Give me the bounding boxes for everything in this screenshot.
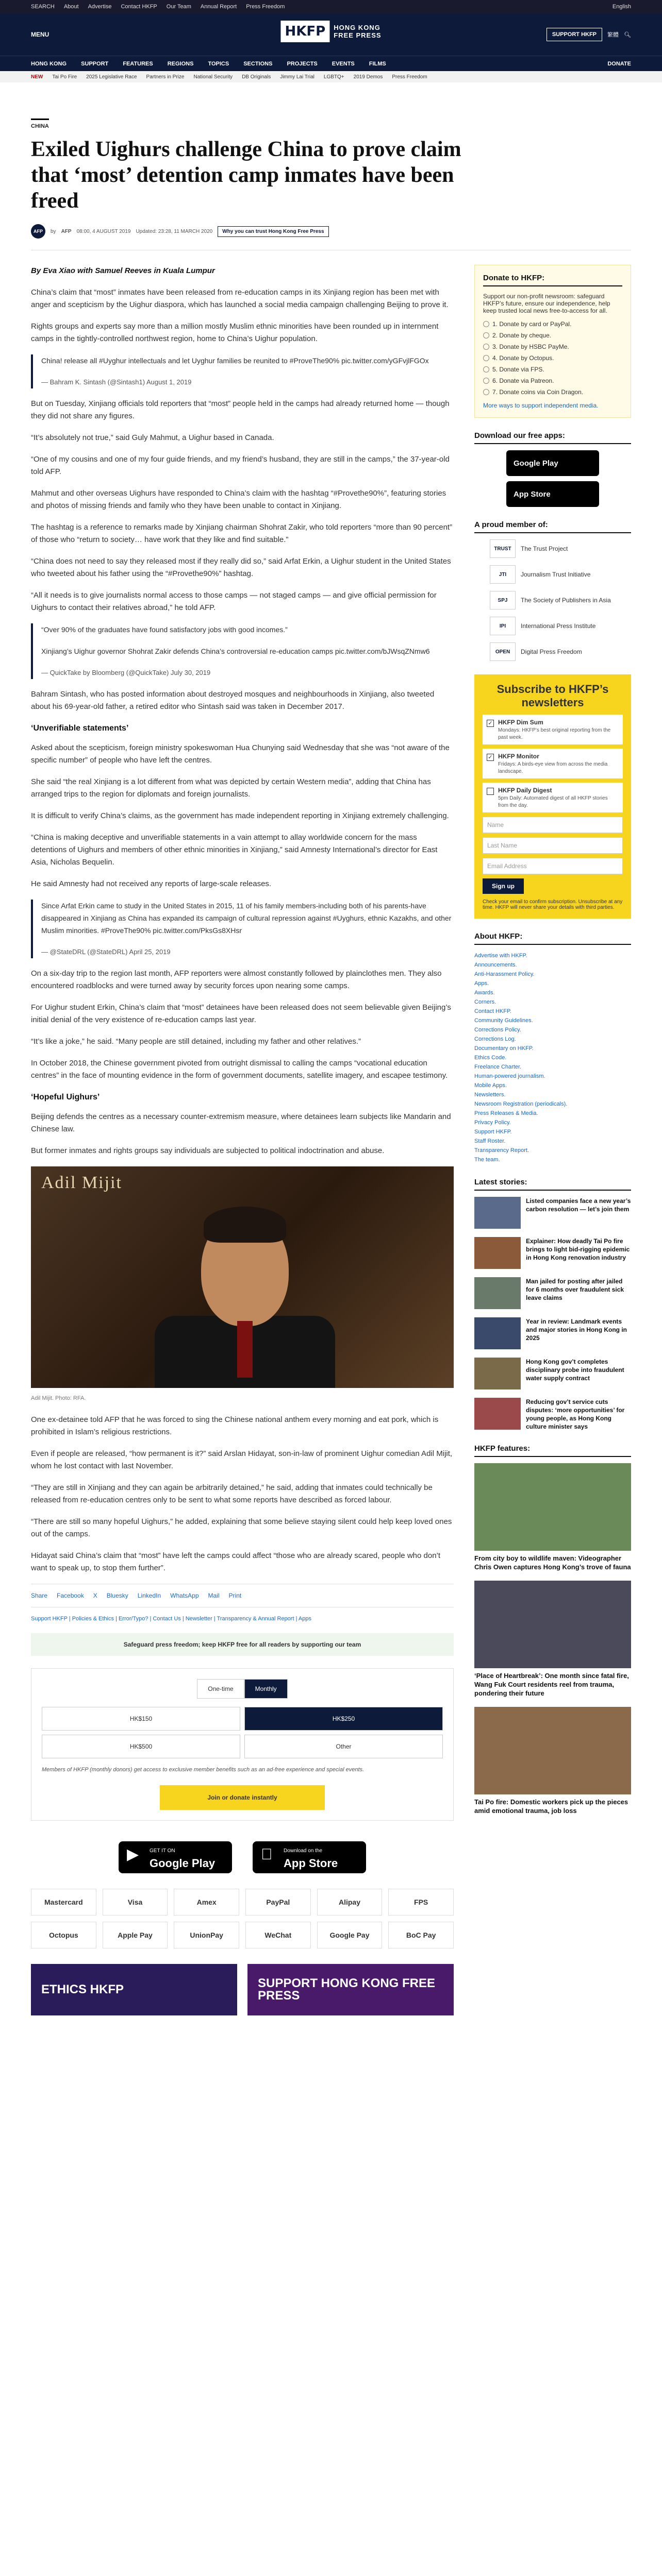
sidebar-apps: [474, 450, 631, 507]
apple-icon: [261, 1849, 273, 1861]
photo-overlay-text: Adil Mijit: [41, 1173, 122, 1192]
subheading: ‘Unverifiable statements’: [31, 724, 129, 733]
tweet-source[interactable]: — Bahram K. Sintash (@Sintash1) August 1, 2019: [41, 378, 192, 386]
paragraph: Beijing defends the centres as a necessary counter-extremism measure, where detainees learn subjects like Mandarin and Chinese law.: [31, 1112, 451, 1133]
tweet-source[interactable]: — QuickTake by Bloomberg (@QuickTake) July 30, 2019: [41, 669, 211, 676]
feature-item[interactable]: Tai Po fire: Domestic workers pick up the pieces amid emotional trauma, job loss: [474, 1707, 631, 1815]
tweet-text: Xinjiang’s Uighur governor Shohrat Zakir defends China’s controversial re-education camps pic.twitter.com/bJWsqZNmw6: [41, 647, 430, 655]
more-ways-link[interactable]: More ways to support independent media.: [483, 402, 599, 409]
tweet-text: “Over 90% of the graduates have found satisfactory jobs with good incomes.”: [41, 625, 288, 634]
nav-item[interactable]: EVENTS: [332, 60, 355, 67]
latest-list: [474, 1197, 631, 1431]
payment-logo: UnionPay: [174, 1922, 239, 1948]
about-link[interactable]: Corrections Policy.: [474, 1027, 521, 1033]
donate-option[interactable]: 4. Donate by Octopus.: [483, 354, 622, 362]
tab-monthly[interactable]: Monthly: [244, 1679, 288, 1699]
paragraph: It is difficult to verify China’s claims, as the government has made independent reporting in Xinjiang extremely challenging.: [31, 811, 449, 820]
language-link[interactable]: English: [612, 4, 631, 10]
embedded-tweet: [31, 354, 454, 388]
logo-mark: HKFP: [280, 21, 329, 42]
about-link[interactable]: Newsroom Registration (periodicals).: [474, 1101, 568, 1107]
payment-logo: WeChat: [245, 1922, 311, 1948]
about-link[interactable]: Transparency Report.: [474, 1147, 529, 1154]
donate-option[interactable]: 7. Donate coins via Coin Dragon.: [483, 388, 622, 396]
app-store-button[interactable]: Download on the App Store: [253, 1841, 366, 1873]
advertise-link[interactable]: Advertise: [88, 4, 112, 10]
article-meta: [31, 224, 631, 239]
about-link[interactable]: About: [63, 4, 79, 10]
paragraph: Mahmut and other overseas Uighurs have responded to China’s claim with the hashtag “#Provethe90%”, featuring stories and photos of missing friends and family who they have been unable to contact in Xinjiang.: [31, 489, 446, 510]
about-link[interactable]: Human-powered journalism.: [474, 1073, 545, 1079]
paragraph: One ex-detainee told AFP that he was forced to sing the Chinese national anthem every morning and eat pork, which is prohibited in Islam’s religious restrictions.: [31, 1415, 439, 1436]
member-item[interactable]: IPI International Press Institute: [490, 617, 631, 635]
donate-option[interactable]: 2. Donate by cheque.: [483, 332, 622, 339]
nav-item[interactable]: SUPPORT: [81, 60, 109, 67]
payment-logo: Visa: [103, 1889, 168, 1916]
newsletter-title: Subscribe to HKFP’s newsletters: [496, 683, 609, 709]
amount-option[interactable]: HK$500: [42, 1735, 240, 1758]
ticker-item[interactable]: Jimmy Lai Trial: [280, 74, 315, 80]
latest-title: Latest stories:: [474, 1178, 631, 1191]
payment-logo: Mastercard: [31, 1889, 96, 1916]
about-link[interactable]: Press Releases & Media.: [474, 1110, 538, 1116]
about-link[interactable]: Anti-Harassment Policy.: [474, 971, 535, 977]
share-bluesky[interactable]: Bluesky: [106, 1592, 128, 1599]
support-banner[interactable]: SUPPORT HONG KONG FREE PRESS: [247, 1964, 454, 2015]
newsletter-box: [474, 674, 631, 919]
ticker-item[interactable]: DB Originals: [242, 74, 271, 80]
feature-item[interactable]: From city boy to wildlife maven: Videographer Chris Owen captures Hong Kong’s trove of fauna: [474, 1463, 631, 1571]
features-title: HKFP features:: [474, 1444, 631, 1457]
about-link[interactable]: Community Guidelines.: [474, 1018, 533, 1024]
nav-item[interactable]: FILMS: [369, 60, 386, 67]
member-item[interactable]: OPEN Digital Press Freedom: [490, 642, 631, 661]
app-store-buttons: [31, 1841, 454, 1873]
paragraph: He said Amnesty had not received any reports of large-scale releases.: [31, 879, 272, 888]
about-link[interactable]: Newsletters.: [474, 1092, 506, 1098]
paragraph: In October 2018, the Chinese government pivoted from outright dismissal to calling the camps “vocational education centres” in the face of mounting evidence in the form of government documents, satellite imagery, and escapee testimony.: [31, 1059, 448, 1080]
first-name-input[interactable]: Name: [483, 817, 623, 833]
about-link[interactable]: Advertise with HKFP.: [474, 953, 527, 959]
press-freedom-link[interactable]: Press Freedom: [246, 4, 285, 10]
nav-item[interactable]: SECTIONS: [243, 60, 273, 67]
story-thumbnail: [474, 1237, 521, 1269]
nav-item[interactable]: FEATURES: [123, 60, 153, 67]
member-item[interactable]: SPJ The Society of Publishers in Asia: [490, 591, 631, 609]
embedded-tweet: [31, 900, 454, 958]
amount-option[interactable]: Other: [244, 1735, 443, 1758]
paragraph: “China is making deceptive and unverifiable statements in a vain attempt to allay worldwide concern for the mass detentions of Uighurs and members of other ethnic minorities in Xinjiang,” said Amnesty International’s director for East Asia, Nicholas Bequelin.: [31, 833, 438, 867]
signup-button[interactable]: Sign up: [483, 878, 524, 894]
author-avatar: AFP: [31, 224, 45, 239]
share-x[interactable]: X: [93, 1592, 97, 1599]
updated-date: Updated: 23:28, 11 MARCH 2020: [136, 228, 213, 234]
ticker-item[interactable]: LGBTQ+: [323, 74, 344, 80]
team-link[interactable]: Our Team: [166, 4, 191, 10]
article-photo[interactable]: [31, 1166, 454, 1388]
email-input[interactable]: Email Address: [483, 858, 623, 874]
app-store-button[interactable]: App Store: [506, 481, 599, 507]
donate-option[interactable]: 6. Donate via Patreon.: [483, 377, 622, 384]
article-byline: By Eva Xiao with Samuel Reeves in Kuala Lumpur: [31, 266, 215, 275]
nav-item[interactable]: HONG KONG: [31, 60, 67, 67]
ticker-item[interactable]: 2019 Demos: [353, 74, 383, 80]
paragraph: “It’s like a joke,” he said. “Many people are still detained, including my father and other relatives.”: [31, 1037, 361, 1046]
story-thumbnail: [474, 1358, 521, 1389]
topic-ticker: [0, 71, 662, 82]
share-facebook[interactable]: Facebook: [57, 1592, 84, 1599]
photo-figure: [204, 1207, 286, 1243]
payment-logo: Google Pay: [317, 1922, 383, 1948]
amount-option[interactable]: HK$250: [244, 1707, 443, 1731]
share-whatsapp[interactable]: WhatsApp: [170, 1592, 199, 1599]
share-label: Share: [31, 1592, 48, 1599]
logo-text: HONG KONG FREE PRESS: [334, 24, 382, 39]
paragraph: “One of my cousins and one of my four guide friends, and my friend’s husband, they are still in the camps,” the 37-year-old told AFP.: [31, 455, 450, 476]
support-promo[interactable]: Safeguard press freedom; keep HKFP free for all readers by supporting our team: [31, 1633, 454, 1656]
google-play-button[interactable]: Google Play: [506, 450, 599, 476]
paragraph: She said “the real Xinjiang is a lot different from what was depicted by certain Western media”, adding that China has arranged trips to the region for diplomats and foreign journalists.: [31, 777, 431, 799]
donate-box: [474, 265, 631, 418]
about-link[interactable]: Corners.: [474, 999, 496, 1005]
paragraph: On a six-day trip to the region last month, AFP reporters were almost constantly followed by plainclothes men. They also encountered roadblocks and were turned away by security forces upon nearing some camps.: [31, 969, 442, 990]
member-item[interactable]: TRUST The Trust Project: [490, 539, 631, 558]
nav-donate[interactable]: DONATE: [607, 60, 631, 67]
paragraph: China’s claim that “most” inmates have been released from re-education camps in its Xinjiang region has been met with anger and scepticism by the Uighur diaspora, which has launched a social media campaign challenging Beijing to prove it.: [31, 288, 449, 309]
about-link[interactable]: Privacy Policy.: [474, 1120, 511, 1126]
donate-title: Donate to HKFP:: [483, 274, 622, 286]
newsletter-option[interactable]: ✓ HKFP Dim Sum Mondays: HKFP’s best original reporting from the past week.: [483, 715, 623, 744]
story-item[interactable]: Explainer: How deadly Tai Po fire brings to light bid-rigging epidemic in Hong Kong renovation industry: [474, 1237, 631, 1269]
donation-widget: [31, 1668, 454, 1821]
article-title: Exiled Uighurs challenge China to prove claim that ‘most’ detention camp inmates have been freed: [31, 138, 461, 213]
subheading: ‘Hopeful Uighurs’: [31, 1093, 100, 1101]
story-item[interactable]: Year in review: Landmark events and major stories in Hong Kong in 2025: [474, 1317, 631, 1349]
feature-image: [474, 1707, 631, 1794]
member-list: [474, 539, 631, 661]
newsletter-option[interactable]: HKFP Daily Digest 5pm Daily: Automated digest of all HKFP stories from the day.: [483, 783, 623, 812]
author-name[interactable]: AFP: [61, 228, 72, 234]
site-header: [0, 13, 662, 56]
story-thumbnail: [474, 1277, 521, 1309]
payment-logo: Alipay: [317, 1889, 383, 1916]
members-title: A proud member of:: [474, 520, 631, 533]
paragraph: For Uighur student Erkin, China’s claim that “most” detainees have been released does not seem believable given Beijing’s initial denial of the very existence of re-education camps last year.: [31, 1003, 451, 1024]
payment-methods: [31, 1889, 454, 1948]
about-link[interactable]: Announcements.: [474, 962, 517, 968]
story-item[interactable]: Listed companies face a new year’s carbon resolution — let’s join them: [474, 1197, 631, 1229]
checkbox[interactable]: ✓: [487, 754, 494, 761]
top-utility-bar: [0, 0, 662, 13]
payment-logo: PayPal: [245, 1889, 311, 1916]
donate-text: Support our non-profit newsroom: safeguard HKFP’s future, ensure our independence, help keep trusted local news free-to-access for all.: [483, 293, 610, 314]
paragraph: Hidayat said China’s claim that “most” have left the camps could affect “those who are already scared, people who don’t want to speak up, to stop them further”.: [31, 1551, 441, 1572]
ticker-item[interactable]: Partners in Prize: [146, 74, 185, 80]
transparency-link[interactable]: Annual Report: [200, 4, 237, 10]
paragraph: Rights groups and experts say more than a million mostly Muslim ethnic minorities have been rounded up in internment camps in the tightly-controlled northwest region, home to China’s Uighur population.: [31, 322, 439, 343]
story-thumbnail: [474, 1398, 521, 1430]
site-logo[interactable]: [280, 21, 381, 42]
promo-banners: [31, 1964, 454, 2015]
story-item[interactable]: Hong Kong gov’t completes disciplinary probe into fraudulent water supply contract: [474, 1358, 631, 1389]
ticker-item[interactable]: National Security: [193, 74, 233, 80]
donate-note: Members of HKFP (monthly donors) get access to exclusive member benefits such as an ad-free experience and special events.: [42, 1767, 365, 1773]
payment-logo: BoC Pay: [388, 1922, 454, 1948]
by-label: by: [51, 228, 56, 234]
tweet-text: Since Arfat Erkin came to study in the United States in 2015, 11 of his family members-including both of his parents-have disappeared in Xinjiang as China has expanded its campaign of cultural repression against #Uyghurs, ethnic Kazakhs, and other Muslim minorities. #ProveThe90% pic.twitter.com/PksGs8XHsr: [41, 902, 452, 935]
tweet-source[interactable]: — @StateDRL (@StateDRL) April 25, 2019: [41, 948, 171, 956]
ticker-label: NEW: [31, 74, 43, 80]
payment-logo: Octopus: [31, 1922, 96, 1948]
tab-one-time[interactable]: One-time: [197, 1679, 244, 1699]
paragraph: Even if people are released, “how permanent is it?” said Arslan Hidayat, son-in-law of prominent Uighur comedian Adil Mijit, whom he lost contact with last November.: [31, 1449, 453, 1470]
nav-item[interactable]: REGIONS: [167, 60, 194, 67]
payment-logo: Apple Pay: [103, 1922, 168, 1948]
article-wrapper: [31, 118, 631, 2015]
paragraph: Asked about the scepticism, foreign ministry spokeswoman Hua Chunying said Wednesday that she was “not aware of the specific number” of people who have left the centres.: [31, 743, 450, 765]
apps-title: Download our free apps:: [474, 431, 631, 444]
paragraph: But on Tuesday, Xinjiang officials told reporters that “most” people held in the camps had already returned home — though they did not share any figures.: [31, 399, 450, 420]
trust-link[interactable]: Why you can trust Hong Kong Free Press: [218, 226, 328, 237]
payment-logo: Amex: [174, 1889, 239, 1916]
story-thumbnail: [474, 1197, 521, 1229]
paragraph: “They are still in Xinjiang and they can again be arbitrarily detained,” he said, adding that inmates could technically be released from re-education centres only to be sent to what some reports have described as forced labour.: [31, 1483, 433, 1504]
checkbox[interactable]: [487, 788, 494, 795]
feature-image: [474, 1463, 631, 1551]
checkbox[interactable]: ✓: [487, 720, 494, 727]
feature-image: [474, 1581, 631, 1668]
story-item[interactable]: Man jailed for posting after jailed for 6 months over fraudulent sick leave claims: [474, 1277, 631, 1309]
about-link[interactable]: Documentary on HKFP.: [474, 1045, 534, 1052]
share-bar: [31, 1584, 454, 1607]
member-item[interactable]: JTI Journalism Trust Initiative: [490, 565, 631, 584]
about-link[interactable]: Corrections Log.: [474, 1036, 516, 1042]
join-button[interactable]: Join or donate instantly: [160, 1785, 325, 1810]
share-mail[interactable]: Mail: [208, 1592, 220, 1599]
embedded-tweet: [31, 623, 454, 679]
about-link[interactable]: Mobile Apps.: [474, 1082, 507, 1089]
about-title: About HKFP:: [474, 932, 631, 945]
story-thumbnail: [474, 1317, 521, 1349]
share-print[interactable]: Print: [228, 1592, 242, 1599]
amount-option[interactable]: HK$150: [42, 1707, 240, 1731]
photo-figure: [237, 1321, 253, 1378]
contact-link[interactable]: Contact HKFP: [121, 4, 157, 10]
about-link[interactable]: The team.: [474, 1157, 500, 1163]
newsletter-option[interactable]: ✓ HKFP Monitor Fridays: A birds-eye view from across the media landscape.: [483, 749, 623, 778]
paragraph: Bahram Sintash, who has posted information about destroyed mosques and neighbourhoods in Xinjiang, also tweeted about his 69-year-old father, a retired editor who Sintash said was taken in December 2017.: [31, 690, 435, 711]
about-list: [474, 951, 631, 1164]
sidebar: [474, 265, 631, 2015]
donate-option[interactable]: 5. Donate via FPS.: [483, 366, 622, 373]
ticker-item[interactable]: 2025 Legislative Race: [86, 74, 137, 80]
paragraph: “China does not need to say they released most if they really did so,” said Arfat Erkin, a Uighur student in the United States who tweeted about his father using the “#Provethe90%” hashtag.: [31, 557, 451, 578]
story-item[interactable]: Reducing gov’t service cuts disputes: ‘more opportunities’ for young people, as Hong Kong culture minister says: [474, 1398, 631, 1431]
support-button[interactable]: SUPPORT HKFP: [547, 28, 602, 41]
paragraph: The hashtag is a reference to remarks made by Xinjiang chairman Shohrat Zakir, who told reporters “more than 90 percent” of those who “return to society… have work that they like and find suitable.”: [31, 523, 453, 544]
about-link[interactable]: Contact HKFP.: [474, 1008, 511, 1014]
last-name-input[interactable]: Last Name: [483, 837, 623, 854]
paragraph: “All it needs is to give journalists normal access to those camps — not staged camps — and give official permission for Uighurs to contact their relatives abroad,” he told AFP.: [31, 591, 437, 612]
article-body: [31, 265, 454, 2015]
publish-date: 08:00, 4 AUGUST 2019: [76, 228, 131, 234]
category-label[interactable]: CHINA: [31, 118, 49, 129]
photo-caption: Adil Mijit. Photo: RFA.: [31, 1395, 86, 1401]
ethics-banner[interactable]: ETHICS HKFP: [31, 1964, 237, 2015]
nav-item[interactable]: PROJECTS: [287, 60, 318, 67]
nav-item[interactable]: TOPICS: [208, 60, 229, 67]
search-icon[interactable]: 🔍︎: [624, 31, 631, 38]
chinese-link[interactable]: 繁體: [607, 32, 619, 38]
ticker-item[interactable]: Tai Po Fire: [52, 74, 77, 80]
donate-option[interactable]: 3. Donate by HSBC PayMe.: [483, 343, 622, 350]
about-link[interactable]: Awards.: [474, 990, 495, 996]
about-link[interactable]: Staff Roster.: [474, 1138, 506, 1144]
paragraph: “There are still so many hopeful Uighurs,” he added, explaining that some believe staying silent could help keep loved ones out of the camps.: [31, 1517, 452, 1538]
main-nav: [0, 56, 662, 71]
ticker-item[interactable]: Press Freedom: [392, 74, 427, 80]
about-link[interactable]: Ethics Code.: [474, 1055, 507, 1061]
paragraph: “It’s absolutely not true,” said Guly Mahmut, a Uighur based in Canada.: [31, 433, 274, 442]
feature-item[interactable]: ‘Place of Heartbreak’: One month since fatal fire, Wang Fuk Court residents reel from trauma, pondering their future: [474, 1581, 631, 1698]
about-link[interactable]: Support HKFP.: [474, 1129, 512, 1135]
footer-links[interactable]: Support HKFP | Policies & Ethics | Error/Typo? | Contact Us | Newsletter | Transparency & Annual Report | Apps: [31, 1616, 311, 1622]
google-play-button[interactable]: ▶ GET IT ON Google Play: [119, 1841, 232, 1873]
about-link[interactable]: Apps.: [474, 980, 489, 987]
google-play-icon: ▶: [127, 1846, 139, 1863]
donate-option[interactable]: 1. Donate by card or PayPal.: [483, 320, 622, 328]
paragraph: But former inmates and rights groups say individuals are subjected to political indoctrination and abuse.: [31, 1146, 385, 1155]
search-link[interactable]: SEARCH: [31, 4, 55, 10]
payment-logo: FPS: [388, 1889, 454, 1916]
newsletter-note: Check your email to confirm subscription. Unsubscribe at any time. HKFP will never share your details with third parties.: [483, 899, 623, 910]
menu-button[interactable]: MENU: [31, 31, 49, 38]
about-link[interactable]: Freelance Charter.: [474, 1064, 522, 1070]
tweet-text: China! release all #Uyghur intellectuals and let Uyghur families be reunited to #ProveThe90% pic.twitter.com/yGFvjlFGOx: [41, 357, 429, 365]
share-linkedin[interactable]: LinkedIn: [137, 1592, 161, 1599]
